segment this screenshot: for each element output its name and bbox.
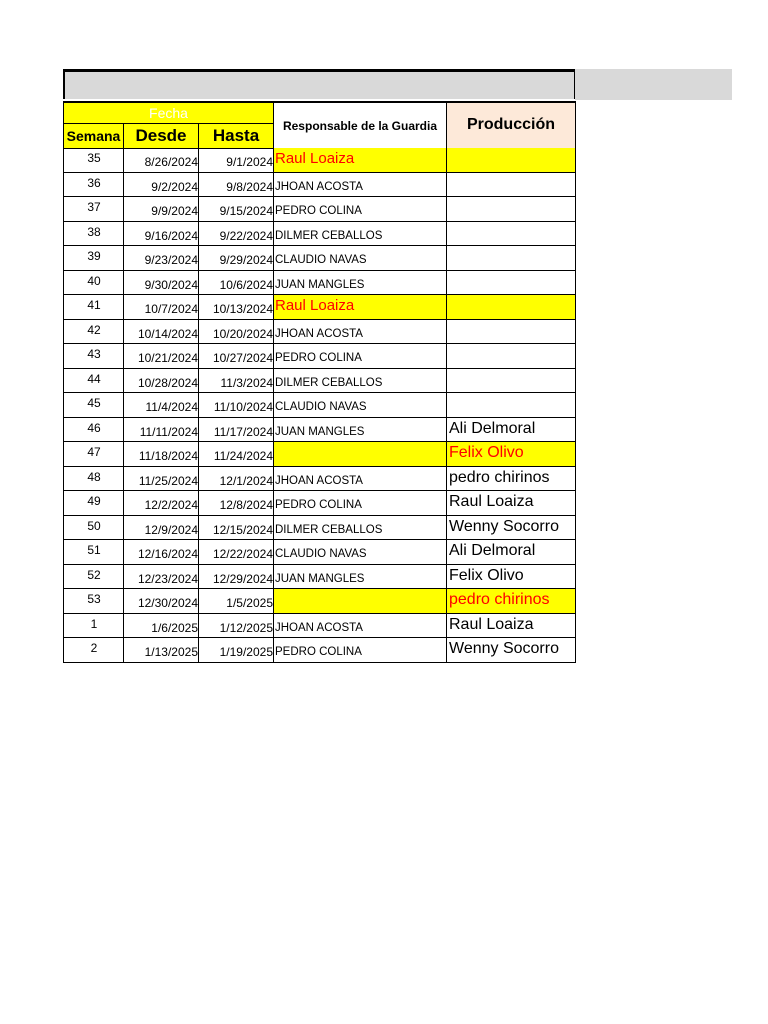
guard-responsible-cell[interactable]: CLAUDIO NAVAS: [273, 540, 447, 565]
start-date-cell[interactable]: 9/23/2024: [123, 246, 199, 271]
start-date-cell[interactable]: 12/30/2024: [123, 589, 199, 614]
production-cell[interactable]: [446, 369, 576, 394]
start-date-cell[interactable]: 12/16/2024: [123, 540, 199, 565]
week-number-cell[interactable]: 35: [63, 148, 124, 173]
header-hasta: Hasta: [198, 123, 274, 149]
week-number-cell[interactable]: 46: [63, 418, 124, 443]
end-date-cell[interactable]: 10/13/2024: [198, 295, 274, 320]
week-number-cell[interactable]: 45: [63, 393, 124, 418]
start-date-cell[interactable]: 9/2/2024: [123, 173, 199, 198]
production-cell[interactable]: Ali Delmoral: [446, 540, 576, 565]
guard-responsible-cell[interactable]: DILMER CEBALLOS: [273, 222, 447, 247]
title-bar-extension: [575, 69, 732, 100]
guard-responsible-cell[interactable]: JHOAN ACOSTA: [273, 614, 447, 639]
start-date-cell[interactable]: 9/9/2024: [123, 197, 199, 222]
start-date-cell[interactable]: 9/30/2024: [123, 271, 199, 296]
end-date-cell[interactable]: 9/15/2024: [198, 197, 274, 222]
start-date-cell[interactable]: 12/9/2024: [123, 516, 199, 541]
start-date-cell[interactable]: 11/18/2024: [123, 442, 199, 467]
production-cell[interactable]: [446, 271, 576, 296]
end-date-cell[interactable]: 9/22/2024: [198, 222, 274, 247]
week-number-cell[interactable]: 2: [63, 638, 124, 663]
header-produccion: Producción: [446, 101, 576, 149]
production-cell[interactable]: [446, 344, 576, 369]
end-date-cell[interactable]: 11/17/2024: [198, 418, 274, 443]
guard-responsible-cell[interactable]: CLAUDIO NAVAS: [273, 393, 447, 418]
week-number-cell[interactable]: 40: [63, 271, 124, 296]
guard-responsible-cell[interactable]: DILMER CEBALLOS: [273, 516, 447, 541]
end-date-cell[interactable]: 9/29/2024: [198, 246, 274, 271]
end-date-cell[interactable]: 10/27/2024: [198, 344, 274, 369]
guard-responsible-cell[interactable]: PEDRO COLINA: [273, 344, 447, 369]
guard-responsible-cell[interactable]: JUAN MANGLES: [273, 565, 447, 590]
production-cell[interactable]: pedro chirinos: [446, 467, 576, 492]
end-date-cell[interactable]: 12/22/2024: [198, 540, 274, 565]
week-number-cell[interactable]: 49: [63, 491, 124, 516]
header-responsable: Responsable de la Guardia: [273, 101, 447, 149]
production-cell[interactable]: Raul Loaiza: [446, 491, 576, 516]
week-number-cell[interactable]: 48: [63, 467, 124, 492]
guard-responsible-cell[interactable]: Raul Loaiza: [273, 295, 447, 320]
week-number-cell[interactable]: 1: [63, 614, 124, 639]
guard-responsible-cell[interactable]: JHOAN ACOSTA: [273, 467, 447, 492]
week-number-cell[interactable]: 52: [63, 565, 124, 590]
guard-responsible-cell[interactable]: JUAN MANGLES: [273, 271, 447, 296]
start-date-cell[interactable]: 8/26/2024: [123, 148, 199, 173]
production-cell[interactable]: Wenny Socorro: [446, 638, 576, 663]
start-date-cell[interactable]: 10/14/2024: [123, 320, 199, 345]
end-date-cell[interactable]: 11/3/2024: [198, 369, 274, 394]
guard-responsible-cell[interactable]: PEDRO COLINA: [273, 197, 447, 222]
week-number-cell[interactable]: 37: [63, 197, 124, 222]
production-cell[interactable]: [446, 393, 576, 418]
start-date-cell[interactable]: 9/16/2024: [123, 222, 199, 247]
start-date-cell[interactable]: 12/2/2024: [123, 491, 199, 516]
production-cell[interactable]: [446, 222, 576, 247]
title-bar: [63, 69, 575, 99]
guard-responsible-cell[interactable]: JUAN MANGLES: [273, 418, 447, 443]
start-date-cell[interactable]: 11/4/2024: [123, 393, 199, 418]
start-date-cell[interactable]: 10/7/2024: [123, 295, 199, 320]
end-date-cell[interactable]: 12/15/2024: [198, 516, 274, 541]
start-date-cell[interactable]: 11/11/2024: [123, 418, 199, 443]
guard-responsible-cell[interactable]: JHOAN ACOSTA: [273, 320, 447, 345]
week-number-cell[interactable]: 53: [63, 589, 124, 614]
start-date-cell[interactable]: 10/28/2024: [123, 369, 199, 394]
guard-responsible-cell[interactable]: JHOAN ACOSTA: [273, 173, 447, 198]
production-cell[interactable]: Felix Olivo: [446, 565, 576, 590]
end-date-cell[interactable]: 1/12/2025: [198, 614, 274, 639]
guard-responsible-cell[interactable]: DILMER CEBALLOS: [273, 369, 447, 394]
end-date-cell[interactable]: 11/24/2024: [198, 442, 274, 467]
week-number-cell[interactable]: 41: [63, 295, 124, 320]
end-date-cell[interactable]: 1/5/2025: [198, 589, 274, 614]
production-cell[interactable]: [446, 295, 576, 320]
end-date-cell[interactable]: 12/29/2024: [198, 565, 274, 590]
production-cell[interactable]: [446, 320, 576, 345]
start-date-cell[interactable]: 10/21/2024: [123, 344, 199, 369]
start-date-cell[interactable]: 1/13/2025: [123, 638, 199, 663]
week-number-cell[interactable]: 36: [63, 173, 124, 198]
end-date-cell[interactable]: 12/8/2024: [198, 491, 274, 516]
production-cell[interactable]: [446, 246, 576, 271]
guard-responsible-cell[interactable]: CLAUDIO NAVAS: [273, 246, 447, 271]
guard-responsible-cell[interactable]: [273, 442, 447, 467]
end-date-cell[interactable]: 10/20/2024: [198, 320, 274, 345]
week-number-cell[interactable]: 51: [63, 540, 124, 565]
start-date-cell[interactable]: 11/25/2024: [123, 467, 199, 492]
production-cell[interactable]: Ali Delmoral: [446, 418, 576, 443]
end-date-cell[interactable]: 10/6/2024: [198, 271, 274, 296]
production-cell[interactable]: pedro chirinos: [446, 589, 576, 614]
end-date-cell[interactable]: 1/19/2025: [198, 638, 274, 663]
production-cell[interactable]: Raul Loaiza: [446, 614, 576, 639]
week-number-cell[interactable]: 47: [63, 442, 124, 467]
production-cell[interactable]: Felix Olivo: [446, 442, 576, 467]
production-cell[interactable]: [446, 197, 576, 222]
week-number-cell[interactable]: 44: [63, 369, 124, 394]
week-number-cell[interactable]: 39: [63, 246, 124, 271]
week-number-cell[interactable]: 42: [63, 320, 124, 345]
end-date-cell[interactable]: 11/10/2024: [198, 393, 274, 418]
header-desde: Desde: [123, 123, 199, 149]
week-number-cell[interactable]: 43: [63, 344, 124, 369]
production-cell[interactable]: Wenny Socorro: [446, 516, 576, 541]
production-cell[interactable]: [446, 148, 576, 173]
end-date-cell[interactable]: 9/8/2024: [198, 173, 274, 198]
header-fecha: Fecha: [63, 101, 273, 123]
guard-responsible-cell[interactable]: PEDRO COLINA: [273, 491, 447, 516]
guard-responsible-cell[interactable]: PEDRO COLINA: [273, 638, 447, 663]
guard-responsible-cell[interactable]: Raul Loaiza: [273, 148, 447, 173]
start-date-cell[interactable]: 1/6/2025: [123, 614, 199, 639]
production-cell[interactable]: [446, 173, 576, 198]
week-number-cell[interactable]: 50: [63, 516, 124, 541]
week-number-cell[interactable]: 38: [63, 222, 124, 247]
end-date-cell[interactable]: 9/1/2024: [198, 148, 274, 173]
header-semana: Semana: [63, 123, 124, 149]
start-date-cell[interactable]: 12/23/2024: [123, 565, 199, 590]
guard-responsible-cell[interactable]: [273, 589, 447, 614]
end-date-cell[interactable]: 12/1/2024: [198, 467, 274, 492]
